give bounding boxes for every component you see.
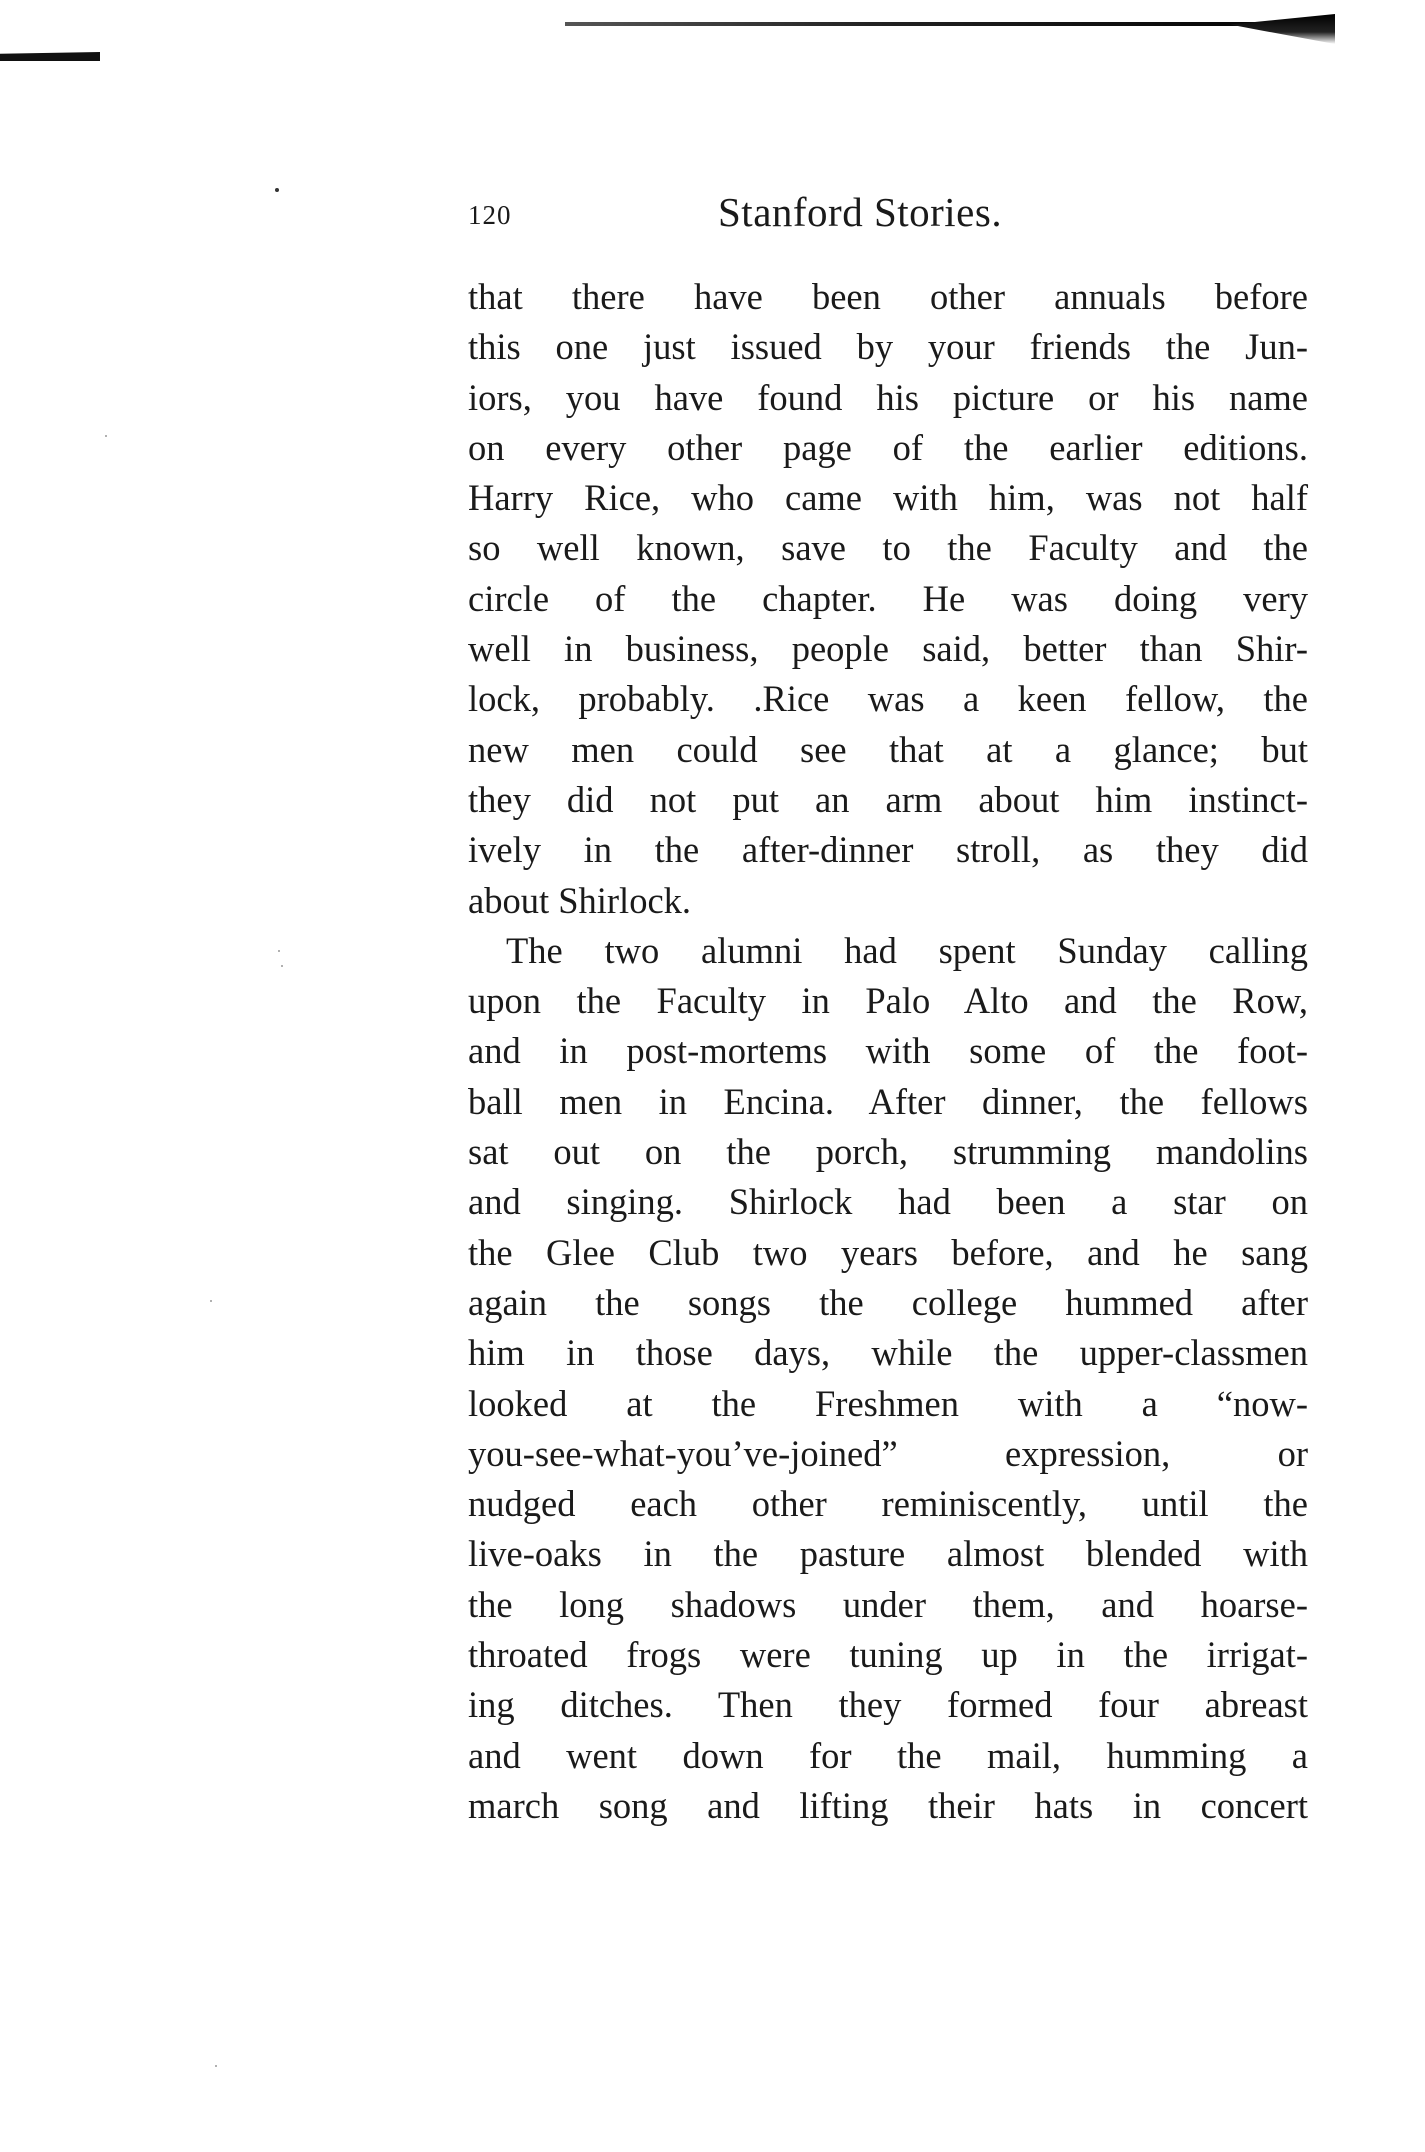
text-line: lock, probably. .Rice was a keen fellow, the — [468, 678, 1308, 720]
text-line: march song and lifting their hats in concert — [468, 1784, 1308, 1826]
text-line: that there have been other annuals before — [468, 276, 1308, 317]
text-line: the long shadows under them, and hoarse- — [468, 1583, 1308, 1625]
text-line: and singing. Shirlock had been a star on — [468, 1181, 1308, 1223]
text-line: again the songs the college hummed after — [468, 1281, 1308, 1323]
text-line: this one just issued by your friends the Jun- — [468, 326, 1308, 368]
scan-speck — [105, 435, 107, 437]
scan-speck — [275, 188, 279, 192]
text-line: looked at the Freshmen with a “now- — [468, 1382, 1308, 1424]
scan-rule-top-edge — [1230, 14, 1335, 44]
scan-speck — [215, 2065, 217, 2067]
text-line: ball men in Encina. After dinner, the fellows — [468, 1080, 1308, 1122]
text-line: they did not put an arm about him instinct- — [468, 778, 1308, 820]
text-line: live-oaks in the pasture almost blended with — [468, 1533, 1308, 1575]
text-line: sat out on the porch, strumming mandolins — [468, 1131, 1308, 1173]
page-header — [468, 188, 1308, 248]
text-line: throated frogs were tuning up in the irrigat- — [468, 1634, 1308, 1676]
text-line: and in post-mortems with some of the foot- — [468, 1030, 1308, 1072]
scan-speck — [281, 965, 283, 967]
page-number: 120 — [468, 200, 512, 230]
scan-speck — [278, 950, 280, 952]
text-line: him in those days, while the upper-classmen — [468, 1332, 1308, 1374]
text-line: nudged each other reminiscently, until the — [468, 1483, 1308, 1525]
scan-rule-top — [565, 22, 1335, 26]
text-line: iors, you have found his picture or his name — [468, 376, 1308, 418]
text-line: upon the Faculty in Palo Alto and the Row, — [468, 980, 1308, 1022]
body-text — [468, 272, 1308, 1831]
running-title: Stanford Stories. — [718, 189, 1003, 235]
text-line: ing ditches. Then they formed four abreast — [468, 1684, 1308, 1726]
scan-rule-left — [0, 52, 100, 61]
paragraph-start-line: The two alumni had spent Sunday calling — [506, 929, 1308, 971]
text-line: well in business, people said, better than Shir- — [468, 628, 1308, 670]
text-line: circle of the chapter. He was doing very — [468, 577, 1308, 619]
text-line: Harry Rice, who came with him, was not half — [468, 477, 1308, 519]
paragraph-end-line: about Shirlock. — [468, 879, 692, 921]
text-line: you-see-what-you’ve-joined” expression, or — [468, 1432, 1308, 1474]
text-line: new men could see that at a glance; but — [468, 728, 1308, 770]
text-line: ively in the after-dinner stroll, as they did — [468, 829, 1308, 871]
text-line: the Glee Club two years before, and he sang — [468, 1231, 1308, 1273]
text-line: on every other page of the earlier editions. — [468, 426, 1308, 468]
text-line: so well known, save to the Faculty and the — [468, 527, 1308, 569]
text-line: and went down for the mail, humming a — [468, 1734, 1308, 1776]
scan-speck — [210, 1300, 212, 1302]
